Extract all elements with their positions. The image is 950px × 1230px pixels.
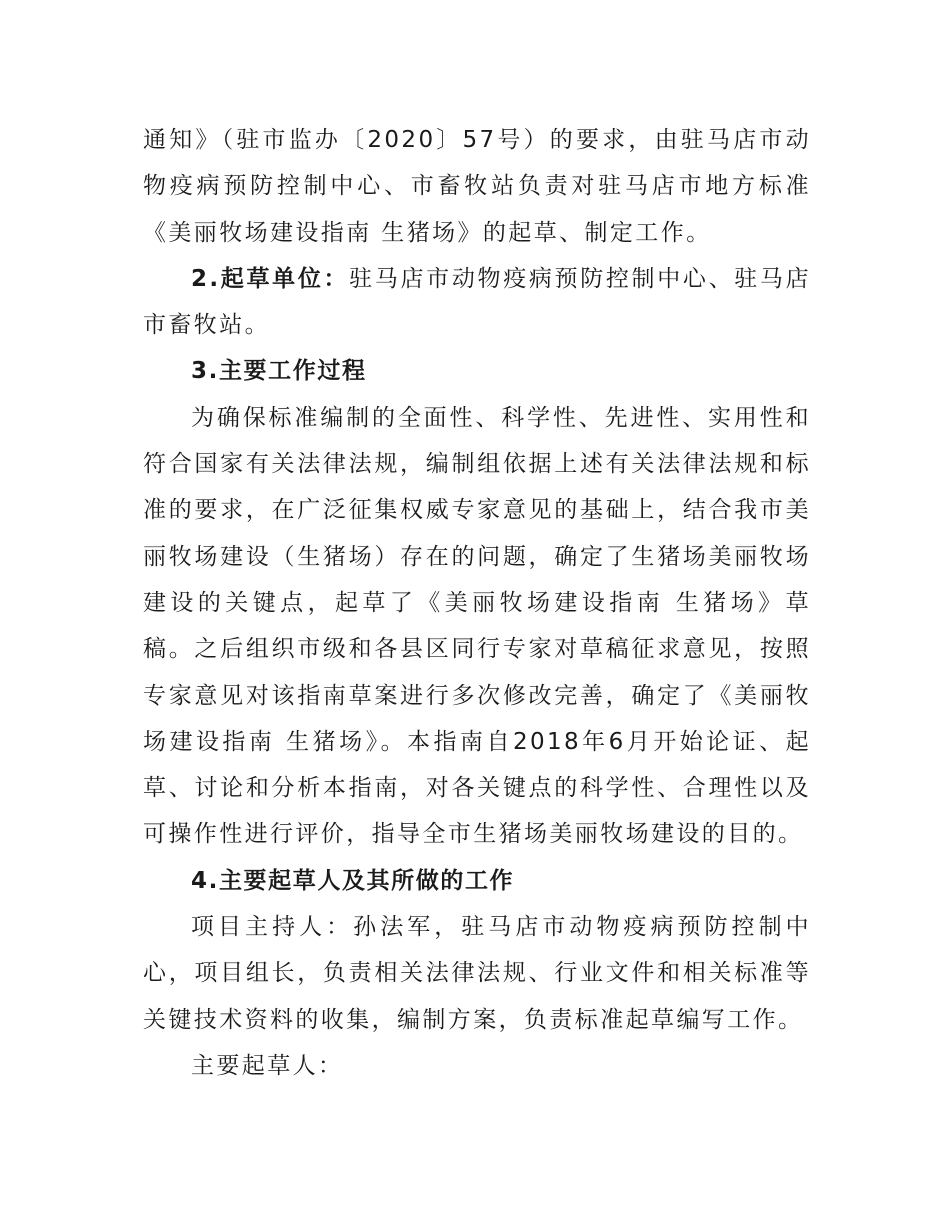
paragraph-main-drafters: 主要起草人： [191, 1052, 344, 1079]
drafting-unit-label: 2.起草单位： [191, 265, 350, 292]
drafting-unit-text: 驻马店市动物疫病预防控制中心、驻马店市畜牧站。 [143, 265, 811, 339]
heading-main-work-process: 3.主要工作过程 [191, 358, 367, 385]
paragraph-project-leader: 项目主持人：孙法军，驻马店市动物疫病预防控制中心，项目组长，负责相关法律法规、行业文件和相关标准等关键技术资料的收集，编制方案，负责标准起草编写工作。 [143, 914, 811, 1033]
document-body [143, 117, 811, 1089]
paragraph-work-process: 为确保标准编制的全面性、科学性、先进性、实用性和符合国家有关法律法规，编制组依据上述有关法律法规和标准的要求，在广泛征集权威专家意见的基础上，结合我市美丽牧场建设（生猪场）存在的问题，确定了生猪场美丽牧场建设的关键点，起草了《美丽牧场建设指南 生猪场》草稿。之后组织市级和各县区同行专家对草稿征求意见，按照专家意见对该指南草案进行多次修改完善，确定了《美丽牧场建设指南 生猪场》。本指南自2018年6月开始论证、起草、讨论和分析本指南，对各关键点的科学性、合理性以及可操作性进行评价，指导全市生猪场美丽牧场建设的目的。 [143, 404, 811, 848]
paragraph-drafting-unit [143, 256, 811, 349]
paragraph-continuation-notice: 通知》（驻市监办〔2020〕57号）的要求，由驻马店市动物疫病预防控制中心、市畜牧站负责对驻马店市地方标准《美丽牧场建设指南 生猪场》的起草、制定工作。 [143, 127, 811, 246]
heading-main-drafters: 4.主要起草人及其所做的工作 [191, 867, 515, 894]
